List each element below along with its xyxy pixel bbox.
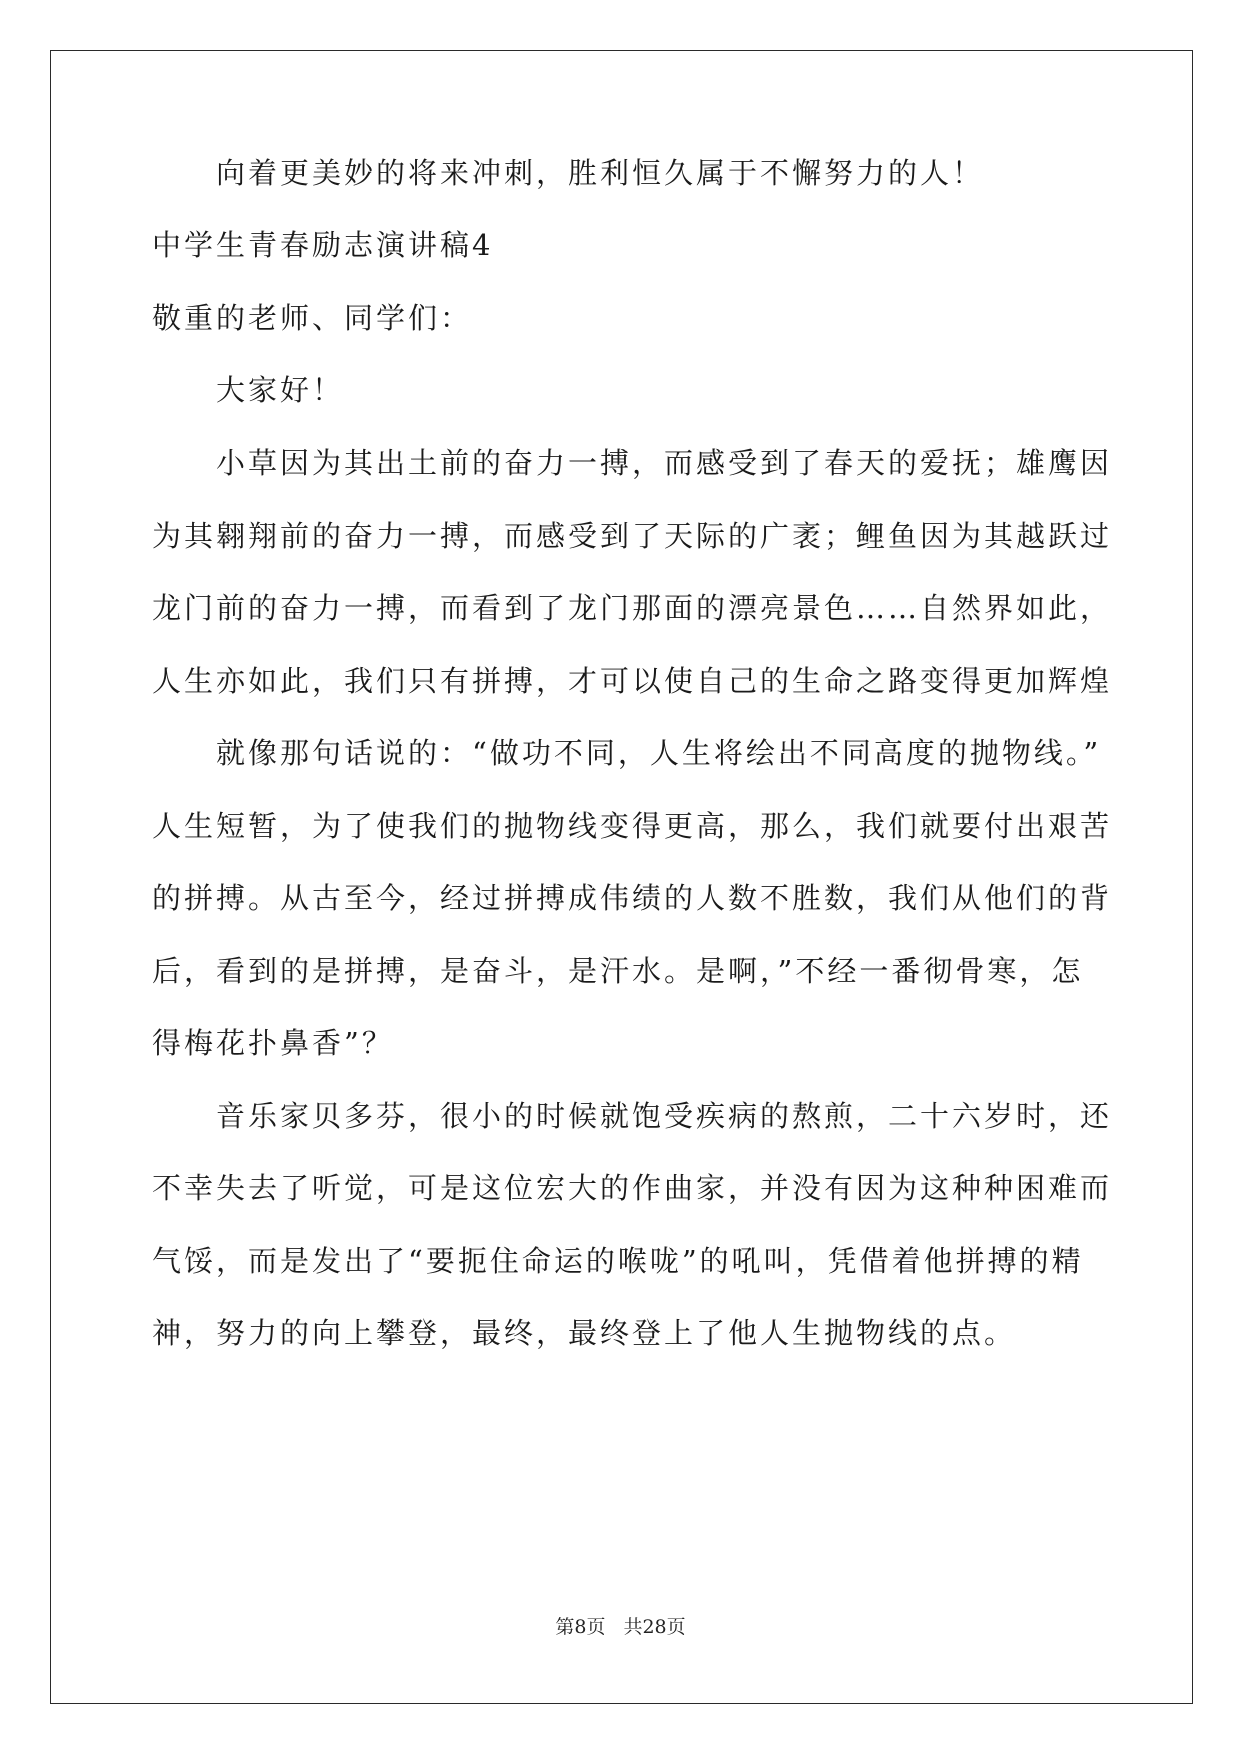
page-number: 第8页 <box>555 1616 606 1638</box>
paragraph-line: 音乐家贝多芬，很小的时候就饱受疾病的熬煎，二十六岁时，还 <box>216 1099 1113 1133</box>
paragraph-line: 向着更美妙的将来冲刺，胜利恒久属于不懈努力的人！ <box>216 156 985 190</box>
paragraph-line: 就像那句话说的：“做功不同，人生将绘出不同高度的抛物线。” <box>216 736 1102 770</box>
greeting: 大家好！ <box>216 373 345 407</box>
paragraph-line: 神，努力的向上攀登，最终，最终登上了他人生抛物线的点。 <box>152 1316 1017 1350</box>
section-heading: 中学生青春励志演讲稿4 <box>152 228 494 262</box>
paragraph-line: 不幸失去了听觉，可是这位宏大的作曲家，并没有因为这种种困难而 <box>152 1171 1113 1205</box>
paragraph-line: 得梅花扑鼻香”？ <box>152 1026 394 1060</box>
salutation: 敬重的老师、同学们： <box>152 301 473 335</box>
page-total: 共28页 <box>623 1616 686 1638</box>
page-footer <box>0 1615 1241 1639</box>
paragraph-line: 后，看到的是拼搏，是奋斗，是汗水。是啊，”不经一番彻骨寒，怎 <box>152 954 1084 988</box>
paragraph-line: 气馁，而是发出了“要扼住命运的喉咙”的吼叫，凭借着他拼搏的精 <box>152 1244 1084 1278</box>
paragraph-line: 的拼搏。从古至今，经过拼搏成伟绩的人数不胜数，我们从他们的背 <box>152 881 1113 915</box>
paragraph-line: 为其翱翔前的奋力一搏，而感受到了天际的广袤；鲤鱼因为其越跃过 <box>152 519 1113 553</box>
paragraph-line: 小草因为其出土前的奋力一搏，而感受到了春天的爱抚；雄鹰因 <box>216 446 1113 480</box>
paragraph-line: 人生亦如此，我们只有拼搏，才可以使自己的生命之路变得更加辉煌 <box>152 664 1113 698</box>
paragraph-line: 龙门前的奋力一搏，而看到了龙门那面的漂亮景色……自然界如此， <box>152 591 1113 625</box>
paragraph-line: 人生短暂，为了使我们的抛物线变得更高，那么，我们就要付出艰苦 <box>152 809 1113 843</box>
